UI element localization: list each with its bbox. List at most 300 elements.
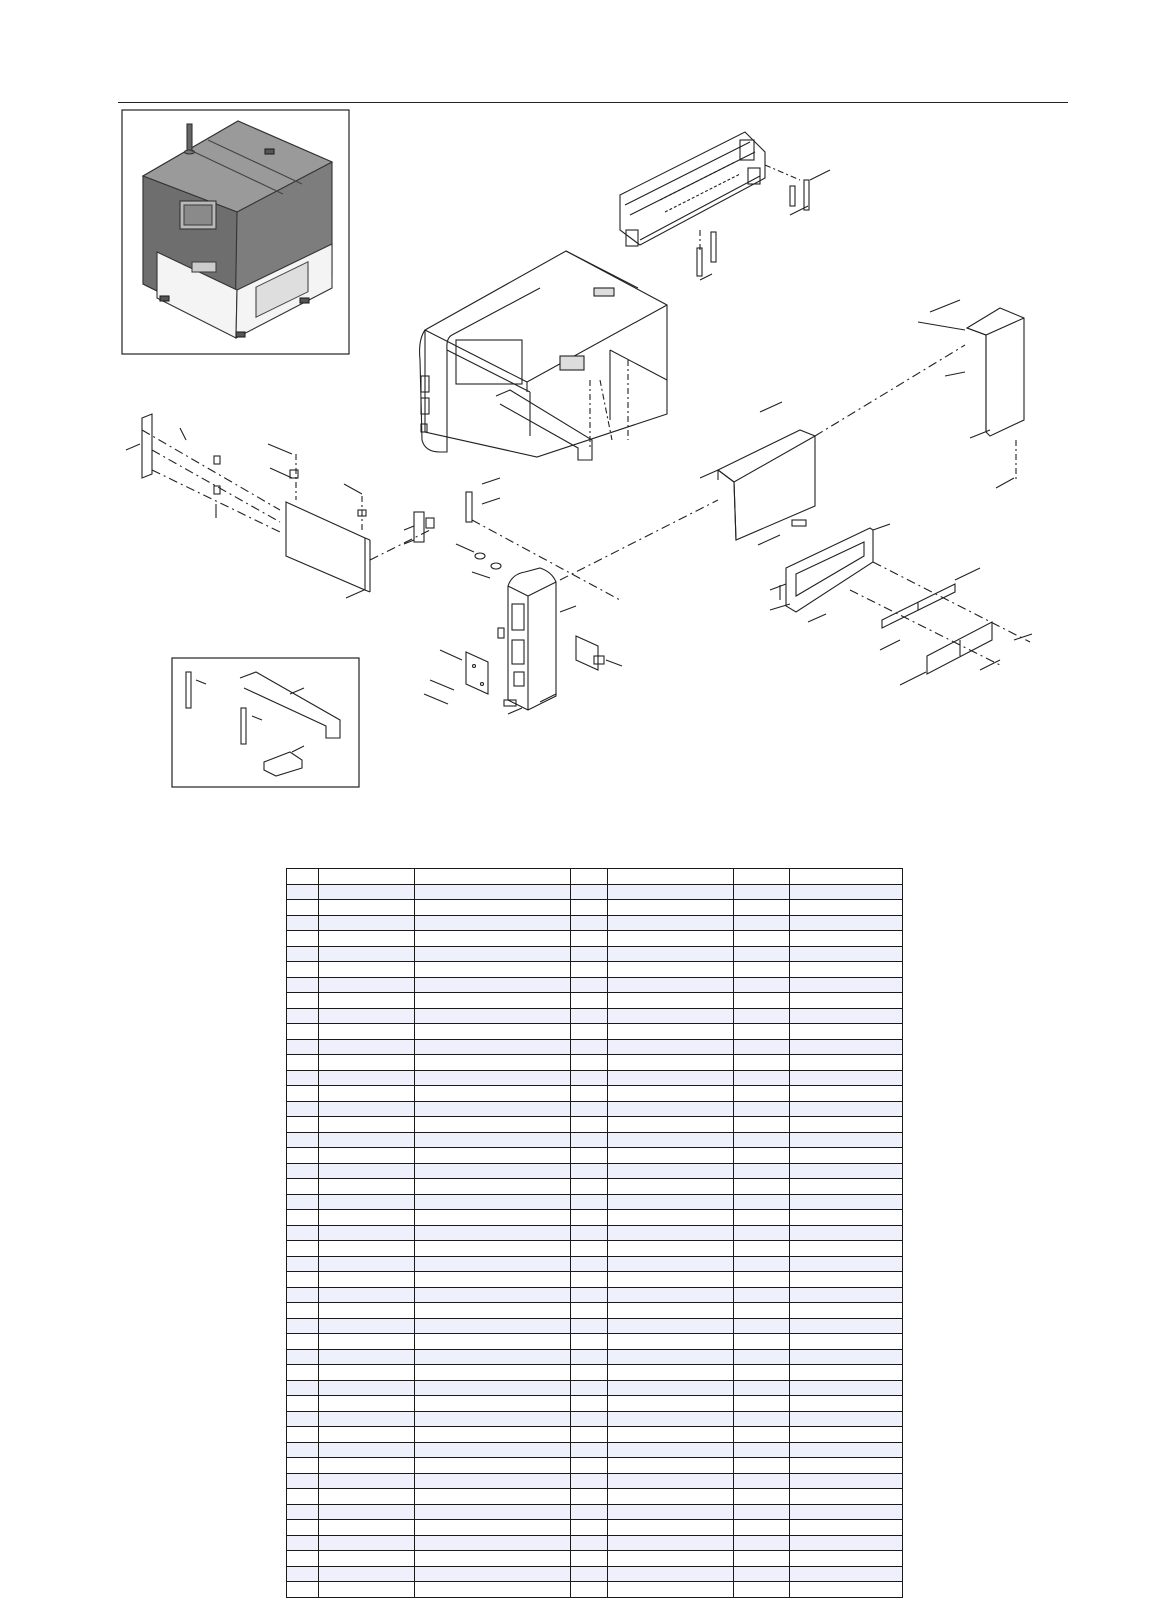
table-cell xyxy=(319,869,415,885)
table-cell xyxy=(608,1241,734,1257)
main-cover-frame xyxy=(420,251,667,460)
table-cell xyxy=(734,1582,790,1598)
table-cell xyxy=(608,1489,734,1505)
table-cell xyxy=(571,1380,608,1396)
table-row xyxy=(287,1039,903,1055)
table-cell xyxy=(571,1458,608,1474)
table-cell xyxy=(608,1582,734,1598)
table-cell xyxy=(571,1163,608,1179)
table-cell xyxy=(571,1582,608,1598)
table-cell xyxy=(319,915,415,931)
table-cell xyxy=(608,1303,734,1319)
table-cell xyxy=(608,869,734,885)
table-cell xyxy=(608,1039,734,1055)
table-row xyxy=(287,1520,903,1536)
table-cell xyxy=(319,1582,415,1598)
table-row xyxy=(287,1303,903,1319)
table-row xyxy=(287,1489,903,1505)
table-cell xyxy=(790,1225,903,1241)
table-cell xyxy=(415,1396,571,1412)
table-cell xyxy=(319,1179,415,1195)
table-cell xyxy=(287,1396,319,1412)
table-cell xyxy=(734,1489,790,1505)
table-cell xyxy=(734,962,790,978)
table-row xyxy=(287,946,903,962)
table-cell xyxy=(790,1272,903,1288)
table-cell xyxy=(608,977,734,993)
table-cell xyxy=(415,977,571,993)
table-cell xyxy=(790,1504,903,1520)
table-row xyxy=(287,1566,903,1582)
table-cell xyxy=(608,1024,734,1040)
table-cell xyxy=(608,1411,734,1427)
table-cell xyxy=(608,1566,734,1582)
table-cell xyxy=(571,1086,608,1102)
table-cell xyxy=(319,1566,415,1582)
table-cell xyxy=(608,1148,734,1164)
left-door-panel xyxy=(126,414,430,598)
table-cell xyxy=(415,1148,571,1164)
table-cell xyxy=(415,1458,571,1474)
table-row xyxy=(287,1225,903,1241)
table-cell xyxy=(734,1551,790,1567)
table-cell xyxy=(287,1256,319,1272)
table-cell xyxy=(790,1489,903,1505)
accessory-parts-inset xyxy=(172,658,359,787)
table-cell xyxy=(608,1132,734,1148)
table-cell xyxy=(287,1101,319,1117)
table-cell xyxy=(319,1287,415,1303)
table-cell xyxy=(608,1504,734,1520)
table-cell xyxy=(608,884,734,900)
table-cell xyxy=(319,1504,415,1520)
table-cell xyxy=(608,1365,734,1381)
table-cell xyxy=(287,1551,319,1567)
table-cell xyxy=(319,1489,415,1505)
table-cell xyxy=(571,1504,608,1520)
table-cell xyxy=(571,993,608,1009)
table-cell xyxy=(790,1287,903,1303)
table-cell xyxy=(790,993,903,1009)
table-cell xyxy=(571,977,608,993)
table-cell xyxy=(319,1520,415,1536)
table-cell xyxy=(319,1303,415,1319)
table-cell xyxy=(734,1008,790,1024)
table-row xyxy=(287,1055,903,1071)
table-cell xyxy=(608,900,734,916)
table-cell xyxy=(415,1349,571,1365)
beam-assembly xyxy=(620,132,830,280)
table-cell xyxy=(415,884,571,900)
table-cell xyxy=(319,1070,415,1086)
table-cell xyxy=(734,1163,790,1179)
table-cell xyxy=(415,1411,571,1427)
table-cell xyxy=(571,1055,608,1071)
table-cell xyxy=(571,1039,608,1055)
table-cell xyxy=(790,946,903,962)
table-cell xyxy=(608,962,734,978)
table-cell xyxy=(319,977,415,993)
table-cell xyxy=(571,1256,608,1272)
table-cell xyxy=(734,1566,790,1582)
table-cell xyxy=(287,1473,319,1489)
table-cell xyxy=(734,900,790,916)
table-cell xyxy=(790,1442,903,1458)
table-cell xyxy=(571,1473,608,1489)
table-cell xyxy=(319,1055,415,1071)
table-cell xyxy=(319,1241,415,1257)
table-cell xyxy=(571,1132,608,1148)
table-cell xyxy=(415,1163,571,1179)
table-cell xyxy=(608,1179,734,1195)
table-cell xyxy=(734,1148,790,1164)
table-row xyxy=(287,1458,903,1474)
table-row xyxy=(287,1179,903,1195)
table-cell xyxy=(415,869,571,885)
table-cell xyxy=(790,931,903,947)
table-cell xyxy=(319,1318,415,1334)
table-cell xyxy=(790,1070,903,1086)
table-cell xyxy=(734,1380,790,1396)
table-cell xyxy=(319,1380,415,1396)
table-cell xyxy=(790,1194,903,1210)
table-cell xyxy=(287,1210,319,1226)
table-cell xyxy=(790,1411,903,1427)
table-row xyxy=(287,1318,903,1334)
table-cell xyxy=(608,1117,734,1133)
table-cell xyxy=(790,1303,903,1319)
table-cell xyxy=(571,1117,608,1133)
table-cell xyxy=(287,1008,319,1024)
table-cell xyxy=(608,1349,734,1365)
table-cell xyxy=(608,1551,734,1567)
table-cell xyxy=(287,1055,319,1071)
table-cell xyxy=(571,915,608,931)
table-cell xyxy=(287,1349,319,1365)
table-cell xyxy=(734,1396,790,1412)
table-cell xyxy=(319,1396,415,1412)
table-cell xyxy=(415,1039,571,1055)
table-cell xyxy=(571,1551,608,1567)
table-cell xyxy=(287,1566,319,1582)
table-cell xyxy=(319,1473,415,1489)
table-cell xyxy=(415,1489,571,1505)
table-cell xyxy=(287,1442,319,1458)
table-cell xyxy=(790,869,903,885)
table-cell xyxy=(287,1411,319,1427)
table-row xyxy=(287,962,903,978)
table-cell xyxy=(608,946,734,962)
table-cell xyxy=(790,1535,903,1551)
table-row xyxy=(287,1024,903,1040)
side-column-cover xyxy=(424,568,622,714)
table-cell xyxy=(734,1303,790,1319)
table-cell xyxy=(319,1365,415,1381)
table-cell xyxy=(287,1318,319,1334)
table-cell xyxy=(415,1194,571,1210)
table-cell xyxy=(734,993,790,1009)
table-cell xyxy=(734,1535,790,1551)
table-cell xyxy=(608,1442,734,1458)
table-cell xyxy=(734,1318,790,1334)
rear-vertical-cover xyxy=(918,300,1024,488)
table-row xyxy=(287,931,903,947)
table-cell xyxy=(571,1179,608,1195)
table-cell xyxy=(287,1086,319,1102)
table-cell xyxy=(319,900,415,916)
table-cell xyxy=(415,1473,571,1489)
table-cell xyxy=(790,977,903,993)
table-cell xyxy=(415,1272,571,1288)
table-cell xyxy=(415,1241,571,1257)
table-row xyxy=(287,1117,903,1133)
table-cell xyxy=(608,1287,734,1303)
front-window-panel xyxy=(770,524,1032,685)
table-cell xyxy=(790,1582,903,1598)
table-row xyxy=(287,1427,903,1443)
table-cell xyxy=(571,869,608,885)
table-row xyxy=(287,1380,903,1396)
table-cell xyxy=(287,1427,319,1443)
table-cell xyxy=(319,1334,415,1350)
table-cell xyxy=(415,1179,571,1195)
table-cell xyxy=(790,1334,903,1350)
table-cell xyxy=(287,1179,319,1195)
table-cell xyxy=(287,931,319,947)
table-cell xyxy=(319,1024,415,1040)
table-row xyxy=(287,1086,903,1102)
table-cell xyxy=(790,1473,903,1489)
table-cell xyxy=(415,1132,571,1148)
table-cell xyxy=(287,1489,319,1505)
table-cell xyxy=(734,977,790,993)
table-cell xyxy=(790,1365,903,1381)
table-cell xyxy=(571,946,608,962)
table-cell xyxy=(608,993,734,1009)
table-header-row xyxy=(287,869,903,885)
table-row xyxy=(287,1551,903,1567)
table-row xyxy=(287,993,903,1009)
table-cell xyxy=(287,1520,319,1536)
table-cell xyxy=(287,1132,319,1148)
table-cell xyxy=(608,1458,734,1474)
table-cell xyxy=(319,946,415,962)
table-cell xyxy=(734,869,790,885)
table-cell xyxy=(287,1163,319,1179)
table-cell xyxy=(287,993,319,1009)
table-cell xyxy=(319,1442,415,1458)
table-row xyxy=(287,1504,903,1520)
table-row xyxy=(287,1008,903,1024)
table-cell xyxy=(571,1566,608,1582)
table-cell xyxy=(287,1070,319,1086)
table-cell xyxy=(287,1272,319,1288)
table-row xyxy=(287,884,903,900)
table-cell xyxy=(571,1520,608,1536)
table-cell xyxy=(287,1117,319,1133)
table-cell xyxy=(790,1008,903,1024)
table-cell xyxy=(415,1070,571,1086)
table-cell xyxy=(790,1520,903,1536)
table-cell xyxy=(415,1101,571,1117)
table-cell xyxy=(319,1458,415,1474)
table-cell xyxy=(790,1427,903,1443)
table-cell xyxy=(571,1194,608,1210)
table-cell xyxy=(319,1039,415,1055)
table-cell xyxy=(571,1241,608,1257)
table-cell xyxy=(571,1411,608,1427)
table-cell xyxy=(734,1427,790,1443)
table-cell xyxy=(415,1086,571,1102)
table-cell xyxy=(790,1318,903,1334)
table-cell xyxy=(415,1318,571,1334)
table-cell xyxy=(734,1117,790,1133)
table-cell xyxy=(415,1380,571,1396)
table-cell xyxy=(608,1520,734,1536)
table-row xyxy=(287,1256,903,1272)
table-row xyxy=(287,915,903,931)
table-cell xyxy=(734,1132,790,1148)
table-cell xyxy=(608,1210,734,1226)
table-cell xyxy=(287,1148,319,1164)
table-cell xyxy=(287,1039,319,1055)
table-cell xyxy=(319,1256,415,1272)
table-cell xyxy=(287,1024,319,1040)
table-cell xyxy=(608,1396,734,1412)
table-cell xyxy=(790,1210,903,1226)
table-cell xyxy=(734,1473,790,1489)
table-row xyxy=(287,1194,903,1210)
table-cell xyxy=(734,915,790,931)
table-cell xyxy=(287,1303,319,1319)
table-cell xyxy=(790,1179,903,1195)
table-cell xyxy=(734,1458,790,1474)
table-cell xyxy=(287,1582,319,1598)
table-cell xyxy=(790,1241,903,1257)
table-cell xyxy=(571,1148,608,1164)
table-cell xyxy=(734,1024,790,1040)
table-cell xyxy=(319,884,415,900)
table-cell xyxy=(415,1582,571,1598)
table-cell xyxy=(608,1334,734,1350)
table-row xyxy=(287,1241,903,1257)
table-cell xyxy=(571,1070,608,1086)
table-cell xyxy=(734,1520,790,1536)
table-cell xyxy=(571,1365,608,1381)
table-cell xyxy=(415,900,571,916)
table-row xyxy=(287,900,903,916)
table-cell xyxy=(734,1272,790,1288)
table-cell xyxy=(608,1256,734,1272)
table-cell xyxy=(319,1210,415,1226)
table-cell xyxy=(287,1225,319,1241)
table-cell xyxy=(287,915,319,931)
table-cell xyxy=(571,931,608,947)
table-cell xyxy=(734,1101,790,1117)
table-cell xyxy=(734,1334,790,1350)
table-cell xyxy=(319,1148,415,1164)
table-cell xyxy=(571,1396,608,1412)
table-cell xyxy=(734,884,790,900)
table-cell xyxy=(734,1442,790,1458)
table-cell xyxy=(319,1117,415,1133)
table-cell xyxy=(734,1070,790,1086)
table-cell xyxy=(415,931,571,947)
table-cell xyxy=(608,1318,734,1334)
table-cell xyxy=(319,1349,415,1365)
table-cell xyxy=(571,884,608,900)
table-cell xyxy=(734,1194,790,1210)
table-cell xyxy=(415,1225,571,1241)
table-row xyxy=(287,1411,903,1427)
table-cell xyxy=(287,1194,319,1210)
table-cell xyxy=(734,931,790,947)
table-cell xyxy=(790,962,903,978)
table-cell xyxy=(790,1055,903,1071)
table-row xyxy=(287,1210,903,1226)
table-cell xyxy=(415,1427,571,1443)
table-cell xyxy=(790,1024,903,1040)
table-row xyxy=(287,1582,903,1598)
table-cell xyxy=(415,1287,571,1303)
table-cell xyxy=(319,1194,415,1210)
table-row xyxy=(287,1535,903,1551)
table-row xyxy=(287,1365,903,1381)
table-cell xyxy=(790,1039,903,1055)
table-cell xyxy=(734,1241,790,1257)
table-cell xyxy=(608,931,734,947)
table-cell xyxy=(608,1055,734,1071)
table-cell xyxy=(734,1365,790,1381)
table-cell xyxy=(734,1055,790,1071)
table-cell xyxy=(790,1349,903,1365)
table-cell xyxy=(571,1101,608,1117)
table-cell xyxy=(790,1086,903,1102)
table-row xyxy=(287,1349,903,1365)
table-row xyxy=(287,1163,903,1179)
hinge-parts xyxy=(404,478,718,600)
table-cell xyxy=(415,1442,571,1458)
table-cell xyxy=(415,1566,571,1582)
table-cell xyxy=(734,1256,790,1272)
table-cell xyxy=(734,1504,790,1520)
table-cell xyxy=(415,946,571,962)
table-cell xyxy=(571,1318,608,1334)
table-cell xyxy=(571,1210,608,1226)
table-cell xyxy=(790,1101,903,1117)
table-cell xyxy=(790,1132,903,1148)
table-cell xyxy=(415,1055,571,1071)
table-cell xyxy=(287,1241,319,1257)
table-cell xyxy=(571,900,608,916)
table-cell xyxy=(734,1179,790,1195)
table-cell xyxy=(790,1458,903,1474)
table-cell xyxy=(790,1396,903,1412)
table-cell xyxy=(608,1427,734,1443)
table-cell xyxy=(571,1349,608,1365)
table-cell xyxy=(571,1442,608,1458)
table-cell xyxy=(415,1024,571,1040)
table-cell xyxy=(415,1551,571,1567)
table-cell xyxy=(287,884,319,900)
table-cell xyxy=(790,1117,903,1133)
table-cell xyxy=(319,1163,415,1179)
table-row xyxy=(287,1101,903,1117)
table-cell xyxy=(319,1008,415,1024)
table-cell xyxy=(608,1163,734,1179)
table-cell xyxy=(287,977,319,993)
table-cell xyxy=(319,1132,415,1148)
